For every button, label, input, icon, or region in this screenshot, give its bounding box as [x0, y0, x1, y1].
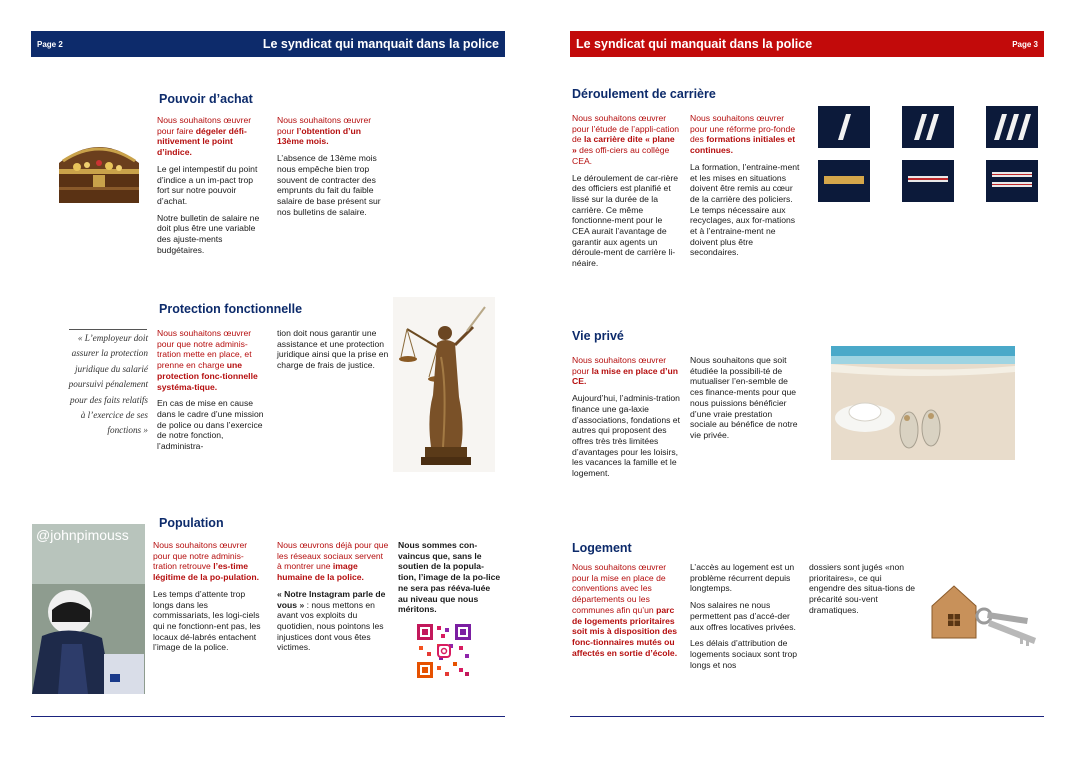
pouvoir-intro-2: Nous souhaitons œuvrer pour: [277, 115, 372, 136]
carriere-column-2: [690, 113, 800, 264]
page-header-left: [31, 31, 505, 57]
population-column-1: [153, 540, 265, 659]
logement-goal: parc de logements prioritaires soit mis à disposition des fonc-tionnaires mutés ou affectés en sortie d’école.: [572, 604, 678, 658]
section-title-protection: Protection fonctionnelle: [159, 302, 303, 316]
logement-text-3: Les délais d’attribution de logements sociaux sont trop longs et nos: [690, 638, 798, 670]
carriere-goal-2: formations initiales et continues.: [690, 134, 796, 156]
instagram-slogan: « Notre Instagram parle de vous »: [277, 588, 386, 610]
instagram-handle: @johnpimouss: [36, 527, 129, 543]
protection-intro: Nous souhaitons œuvrer pour que notre adminis-tration mette en place, et prenne en charge: [157, 328, 252, 371]
beach-image: [831, 346, 1015, 460]
pouvoir-intro-1: Nous souhaitons œuvrer pour faire: [157, 115, 252, 136]
logement-column-3: [809, 562, 917, 622]
population-text-1: Les temps d’attente trop longs dans les commissariats, les logi-ciels qui ne fonctionn-ent pas, les locaux dé-labrés entachent l’image de la police.: [153, 588, 261, 653]
pouvoir-text-2: Notre bulletin de salaire ne doit plus être une variable des ajuste-ments budgétaires.: [157, 212, 260, 255]
pouvoir-text-1: Le gel intempestif du point d’indice a un im-pact trop fort sur notre pouvoir d’achat.: [157, 163, 258, 206]
logement-text-1: L’accès au logement est un problème récurrent depuis longtemps.: [690, 562, 795, 594]
population-column-2: [277, 540, 389, 659]
carriere-intro-1: Nous souhaitons œuvrer pour l’étude de l’appli-cation de: [572, 113, 680, 145]
carriere-text-2: La formation, l’entraine-ment et les mises en situations doivent être remis au cœur de la carrière des policiers. Le temps nécessaire aux recyclages, aux for-mations et à l’entraine-ment ne doivent plus être secondaires.: [690, 161, 800, 258]
protection-column-1: [157, 328, 269, 458]
logement-column-2: [690, 562, 800, 676]
logement-column-1: [572, 562, 682, 664]
pouvoir-column-1: [157, 115, 267, 261]
pouvoir-goal-2: l’obtention d’un 13ème mois.: [277, 125, 362, 147]
population-text-2: : nous mettons en avant vos exploits du quotidien, nous pointons les injustices dont vous êtes victimes.: [277, 599, 384, 653]
carriere-text-1: Le déroulement de car-rière des officiers est planifié et lissé sur la durée de la carrière. Ce même fonctionne-ment pour le CEA aurait l’avantage de garantir aux agents un déroule-ment de carrière li-néaire.: [572, 172, 679, 269]
section-title-carriere: Déroulement de carrière: [572, 87, 716, 101]
logement-text-2: Nos salaires ne nous permettent pas d’accé-der aux offres locatives privées.: [690, 600, 796, 632]
protection-goal: une protection fonc-tionnelle systéma-tique.: [157, 360, 258, 392]
vie-goal: la mise en place d’un CE.: [572, 365, 679, 387]
header-title: Le syndicat qui manquait dans la police: [262, 37, 499, 51]
carriere-intro-1b: des offi-ciers au collège CEA.: [572, 145, 670, 166]
page-header-right: [570, 31, 1044, 57]
section-title-vie: Vie privé: [572, 329, 624, 343]
logement-intro: Nous souhaitons œuvrer pour la mise en place de conventions avec les départements ou les communes afin qu’un: [572, 562, 667, 615]
lady-justice-image: [393, 297, 495, 472]
section-title-logement: Logement: [572, 541, 632, 555]
population-goal-2: image humaine de la police.: [277, 561, 364, 583]
vie-intro: Nous souhaitons œuvrer pour: [572, 355, 667, 376]
instagram-qr-code[interactable]: [415, 622, 473, 680]
house-keys-image: [924, 576, 1044, 654]
logement-text-4: dossiers sont jugés «non prioritaires», ce qui engendre des situa-tions de précarité sou-vent dramatiques.: [809, 562, 916, 615]
rank-insignia-image: [816, 104, 1040, 206]
population-intro-2: Nous œuvrons déjà pour que les réseaux sociaux servent à montrer une: [277, 540, 389, 572]
header-title: Le syndicat qui manquait dans la police: [576, 37, 813, 51]
pull-quote: « L’employeur doit assurer la protection juridique du salarié poursuivi pénalement pour des faits relatifs à l’exercice de ses fonctions »: [68, 333, 148, 436]
carriere-column-1: [572, 113, 680, 275]
footer-rule-left: [31, 716, 505, 717]
carriere-intro-2: Nous souhaitons œuvrer pour une réforme pro-fonde des: [690, 113, 796, 145]
footer-rule-right: [570, 716, 1044, 717]
protection-text-1: En cas de mise en cause dans le cadre d’une mission de police ou dans l’exercice de notre fonction, l’administra-: [157, 398, 264, 452]
population-column-3: Nous sommes con-vaincus que, sans le soutien de la popula-tion, l’image de la po-lice ne sera pas rééva-luée au niveau que nous méritons.: [398, 540, 501, 615]
section-title-population: Population: [159, 516, 224, 530]
quote-rule: [69, 329, 147, 330]
protection-column-2: [277, 328, 389, 377]
pouvoir-goal-1: dégeler défi-nitivement le point d’indice.: [157, 125, 247, 158]
vie-column-1: [572, 355, 682, 485]
page-number: Page 2: [37, 39, 63, 49]
vie-text-1: Aujourd’hui, l’adminis-tration finance une ga-laxie d’associations, fondations et autres qui proposent des offres très très limitées d’avantages pour les loisirs, les vacances la famille et le logement.: [572, 393, 680, 479]
police-officer-photo: [32, 524, 145, 694]
carriere-goal-1: la carrière dite « plane »: [572, 134, 675, 156]
page-number: Page 3: [1012, 39, 1038, 49]
vie-column-2: [690, 355, 800, 447]
pouvoir-column-2: [277, 115, 387, 223]
pouvoir-text-3: L’absence de 13ème mois nous empêche bien trop souvent de contracter des emprunts du fait du faible salaire de base présent sur nos bulletins de salaire.: [277, 153, 381, 217]
section-title-pouvoir: Pouvoir d’achat: [159, 92, 253, 106]
vie-text-2: Nous souhaitons que soit étudiée la possibili-té de mutualiser l’en-semble de ces finance-ments pour que nous puissions bénéficier d’une vraie prestation sociale au bénéfice de notre vie privée.: [690, 355, 798, 440]
population-goal-1: l’es-time légitime de la po-pulation.: [153, 561, 259, 583]
population-intro-1: Nous souhaitons œuvrer pour que notre adminis-tration retrouve: [153, 540, 248, 572]
protection-text-2: tion doit nous garantir une assistance et une protection juridique ainsi que la prise en charge de frais de justice.: [277, 328, 389, 371]
treasure-chest-image: [47, 125, 151, 207]
